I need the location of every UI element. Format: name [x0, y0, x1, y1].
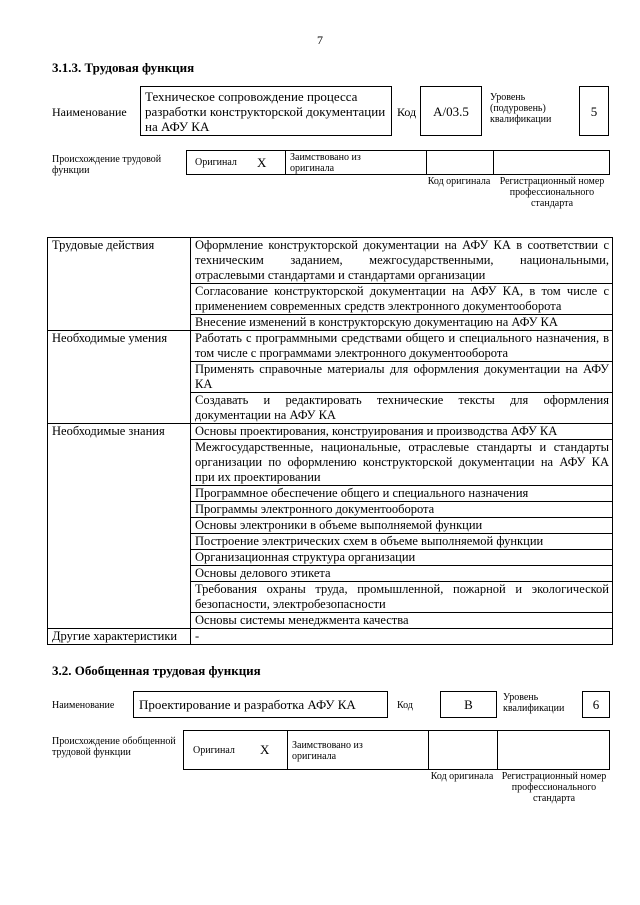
divider [426, 151, 427, 174]
knowledge-item: Основы делового этикета [191, 566, 613, 582]
borrowed-label-32: Заимствовано из оригинала [292, 740, 363, 762]
table-row [48, 629, 613, 645]
labor-actions-label: Трудовые действия [48, 238, 191, 331]
labor-action-item: Оформление конструкторской документации на АФУ КА в соответствии с техническим заданием, межгосударственными, национальными, отраслевыми стандартами и стандартами организации [191, 238, 613, 284]
original-mark-32: X [260, 742, 270, 757]
knowledge-item: Программное обеспечение общего и специального назначения [191, 486, 613, 502]
original-label-313: Оригинал [195, 157, 237, 168]
origin-box-313 [186, 150, 610, 175]
divider [285, 151, 286, 174]
other-value: - [191, 629, 613, 645]
original-label-32: Оригинал [193, 745, 235, 756]
origin-label-32: Происхождение обобщенной трудовой функции [52, 736, 176, 758]
skill-item: Применять справочные материалы для оформления документации на АФУ КА [191, 362, 613, 393]
knowledge-item: Межгосударственные, национальные, отраслевые стандарты и стандарты организации по оформлению конструкторской документации на АФУ КА при их проектировании [191, 440, 613, 486]
knowledge-item: Программы электронного документооборота [191, 502, 613, 518]
section-313-heading: 3.1.3. Трудовая функция [52, 60, 195, 75]
reg-number-caption-32: Регистрационный номер профессионального стандарта [501, 771, 607, 804]
skill-item: Работать с программными средствами общего и специального назначения, в том числе с программами электронного документооборота [191, 331, 613, 362]
table-row [48, 238, 613, 284]
original-mark-313: X [257, 155, 267, 170]
origin-label-313: Происхождение трудовой функции [52, 154, 162, 176]
knowledge-item: Построение электрических схем в объеме выполняемой функции [191, 534, 613, 550]
reg-number-caption-313: Регистрационный номер профессионального стандарта [499, 176, 605, 209]
divider [497, 731, 498, 769]
code-value-32: В [440, 691, 497, 718]
skill-item: Создавать и редактировать технические тексты для оформления документации на АФУ КА [191, 393, 613, 424]
name-label-32: Наименование [52, 700, 115, 711]
code-original-caption-313: Код оригинала [427, 176, 491, 187]
code-label-32: Код [397, 700, 413, 711]
name-label-313: Наименование [52, 105, 127, 119]
labor-function-table [47, 237, 613, 645]
origin-box-32 [183, 730, 610, 770]
knowledge-item: Основы проектирования, конструирования и производства АФУ КА [191, 424, 613, 440]
knowledge-item: Основы системы менеджмента качества [191, 613, 613, 629]
level-label-313: Уровень (подуровень) квалификации [490, 92, 552, 125]
divider [287, 731, 288, 769]
name-value-32: Проектирование и разработка АФУ КА [133, 691, 388, 718]
labor-action-item: Согласование конструкторской документации на АФУ КА, в том числе с применением современных средств электронного документооборота [191, 284, 613, 315]
knowledge-item: Требования охраны труда, промышленной, пожарной и экологической безопасности, электробезопасности [191, 582, 613, 613]
knowledge-item: Основы электроники в объеме выполняемой функции [191, 518, 613, 534]
page-number: 7 [317, 33, 323, 47]
code-label-313: Код [397, 105, 417, 119]
skills-label: Необходимые умения [48, 331, 191, 424]
other-label: Другие характеристики [48, 629, 191, 645]
table-row [48, 331, 613, 362]
level-label-32: Уровень квалификации [503, 692, 565, 714]
labor-action-item: Внесение изменений в конструкторскую документацию на АФУ КА [191, 315, 613, 331]
code-value-313: А/03.5 [420, 86, 482, 136]
knowledge-item: Организационная структура организации [191, 550, 613, 566]
code-original-caption-32: Код оригинала [430, 771, 494, 782]
divider [428, 731, 429, 769]
knowledge-label: Необходимые знания [48, 424, 191, 629]
name-value-313: Техническое сопровождение процесса разработки конструкторской документации на АФУ КА [140, 86, 392, 136]
borrowed-label-313: Заимствовано из оригинала [290, 152, 361, 174]
level-value-313: 5 [579, 86, 609, 136]
divider [493, 151, 494, 174]
section-32-heading: 3.2. Обобщенная трудовая функция [52, 663, 261, 678]
level-value-32: 6 [582, 691, 610, 718]
table-row [48, 424, 613, 440]
